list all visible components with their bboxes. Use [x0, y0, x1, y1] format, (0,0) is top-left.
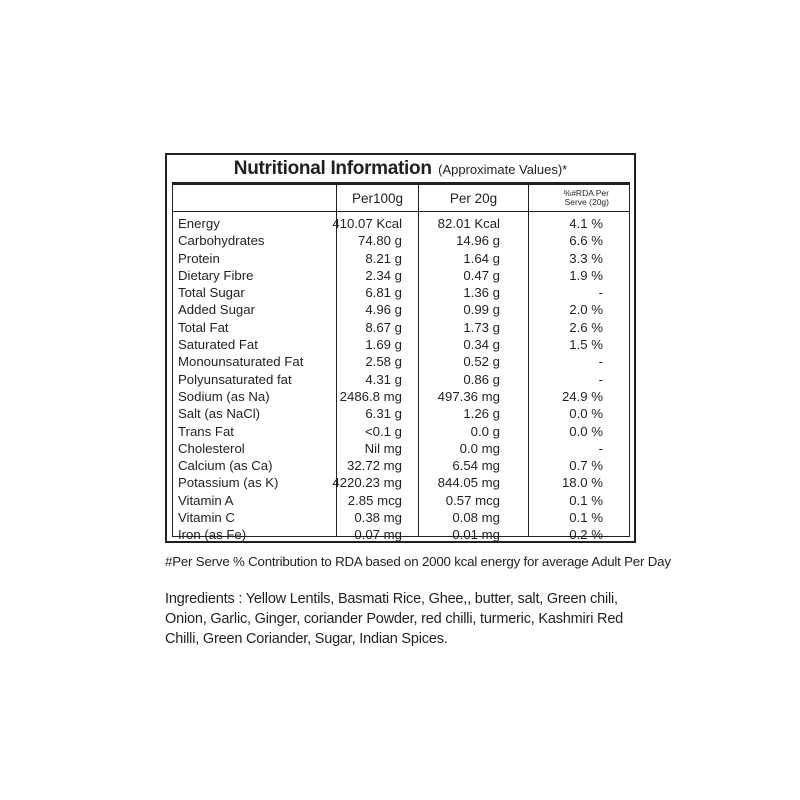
- nutrient-name: Sodium (as Na): [178, 388, 270, 404]
- value-rda: -: [598, 371, 603, 387]
- value-per20g: 82.01 Kcal: [437, 216, 500, 231]
- rda-footnote: #Per Serve % Contribution to RDA based on 2000 kcal energy for average Adult Per Day: [165, 554, 671, 569]
- value-per100g: 0.38 mg: [354, 510, 402, 526]
- value-rda: 1.9 %: [569, 267, 603, 283]
- nutrient-name: Vitamin C: [178, 510, 235, 526]
- value-rda: 2.6 %: [569, 319, 603, 335]
- nutrient-name: Salt (as NaCl): [178, 406, 261, 422]
- header-per100g: Per100g: [351, 190, 404, 206]
- table-row: [173, 284, 629, 301]
- table-row: [173, 509, 629, 526]
- table-row: [173, 336, 629, 353]
- nutrient-name: Added Sugar: [178, 302, 255, 318]
- nutrient-name: Monounsaturated Fat: [178, 354, 304, 370]
- table-row: [173, 388, 629, 405]
- table-row: [173, 371, 629, 388]
- table-row: [173, 492, 629, 509]
- nutrition-panel: [165, 153, 636, 543]
- table-row: [173, 319, 629, 336]
- table-row: [173, 301, 629, 318]
- nutrient-name: Saturated Fat: [178, 337, 258, 353]
- value-per100g: 8.67 g: [365, 319, 402, 335]
- value-per100g: 1.69 g: [365, 337, 402, 353]
- nutrient-name: Cholesterol: [178, 440, 245, 456]
- value-per20g: 14.96 g: [456, 233, 500, 249]
- value-per100g: 2.58 g: [365, 354, 402, 370]
- value-per100g: 4220.23 mg: [332, 475, 402, 491]
- nutrient-rows: [173, 215, 629, 544]
- nutrient-name: Calcium (as Ca): [178, 458, 273, 474]
- title-main: Nutritional Information: [233, 158, 432, 179]
- value-rda: 2.0 %: [569, 302, 603, 318]
- value-per20g: 0.99 g: [463, 302, 500, 318]
- value-per100g: <0.1 g: [364, 423, 402, 439]
- table-row: [173, 526, 629, 543]
- value-rda: 0.1 %: [569, 492, 603, 508]
- value-per100g: 2486.8 mg: [339, 388, 402, 404]
- nutrient-name: Total Fat: [178, 319, 229, 335]
- ingredients-text: Ingredients : Yellow Lentils, Basmati Rice, Ghee,, butter, salt, Green chili, Onion, Garlic, Ginger, coriander Powder, red chilli, turmeric, Kashmiri Red Chilli, Green Coriander, Sugar, Indian Spices.: [165, 591, 624, 647]
- value-per100g: 4.31 g: [365, 371, 402, 387]
- table-row: [173, 440, 629, 457]
- title-sub: (Approximate Values)*: [438, 162, 568, 177]
- nutrient-name: Dietary Fibre: [178, 267, 254, 283]
- value-per100g: 8.21 g: [365, 250, 402, 266]
- value-rda: 0.0 %: [569, 423, 603, 439]
- value-per20g: 1.64 g: [463, 250, 500, 266]
- value-per100g: Nil mg: [364, 440, 402, 456]
- table-row: [173, 232, 629, 249]
- value-per100g: 2.34 g: [365, 267, 402, 283]
- value-per100g: 32.72 mg: [347, 458, 402, 474]
- value-per20g: 0.0 mg: [459, 440, 500, 456]
- nutrition-title: [167, 155, 634, 182]
- table-row: [173, 215, 629, 232]
- value-rda: 4.1 %: [569, 216, 603, 231]
- nutrient-name: Iron (as Fe): [178, 527, 247, 543]
- value-per20g: 0.08 mg: [452, 510, 500, 526]
- value-rda: 0.1 %: [569, 510, 603, 526]
- value-rda: 0.7 %: [569, 458, 603, 474]
- table-row: [173, 423, 629, 440]
- value-per20g: 844.05 mg: [437, 475, 500, 491]
- value-per20g: 1.73 g: [463, 319, 500, 335]
- table-row: [173, 267, 629, 284]
- nutrient-name: Trans Fat: [178, 423, 234, 439]
- table-row: [173, 353, 629, 370]
- value-per100g: 0.07 mg: [354, 527, 402, 543]
- header-rda: [529, 185, 629, 211]
- value-per20g: 497.36 mg: [437, 388, 500, 404]
- value-per20g: 0.86 g: [463, 371, 500, 387]
- header-rda-line2: Serve (20g): [564, 197, 609, 207]
- value-per20g: 0.47 g: [463, 267, 500, 283]
- value-rda: 6.6 %: [569, 233, 603, 249]
- nutrient-name: Potassium (as K): [178, 475, 279, 491]
- value-rda: 0.0 %: [569, 406, 603, 422]
- value-per20g: 0.0 g: [470, 423, 500, 439]
- value-per100g: 6.81 g: [365, 285, 402, 301]
- nutrition-table: [172, 182, 630, 543]
- value-per100g: 6.31 g: [365, 406, 402, 422]
- header-divider: [173, 211, 629, 212]
- value-per20g: 0.01 mg: [452, 527, 500, 543]
- value-per20g: 6.54 mg: [452, 458, 500, 474]
- value-rda: 24.9 %: [561, 388, 603, 404]
- value-rda: 3.3 %: [569, 250, 603, 266]
- value-rda: -: [598, 354, 603, 370]
- value-per20g: 1.36 g: [463, 285, 500, 301]
- nutrient-name: Total Sugar: [178, 285, 245, 301]
- value-rda: 1.5 %: [569, 337, 603, 353]
- nutrient-name: Protein: [178, 250, 220, 266]
- nutrient-name: Energy: [178, 216, 220, 231]
- value-rda: -: [598, 440, 603, 456]
- value-per100g: 410.07 Kcal: [332, 216, 402, 231]
- table-row: [173, 405, 629, 422]
- value-per100g: 4.96 g: [365, 302, 402, 318]
- header-rda-line1: %#RDA Per: [563, 188, 609, 198]
- nutrient-name: Polyunsaturated fat: [178, 371, 292, 387]
- value-rda: 0.2 %: [569, 527, 603, 543]
- table-row: [173, 474, 629, 491]
- table-row: [173, 250, 629, 267]
- value-rda: -: [598, 285, 603, 301]
- value-per20g: 0.34 g: [463, 337, 500, 353]
- value-per20g: 0.57 mcg: [445, 492, 500, 508]
- table-row: [173, 457, 629, 474]
- value-per20g: 1.26 g: [463, 406, 500, 422]
- nutrient-name: Carbohydrates: [178, 233, 265, 249]
- value-rda: 18.0 %: [561, 475, 603, 491]
- value-per100g: 2.85 mcg: [347, 492, 402, 508]
- value-per20g: 0.52 g: [463, 354, 500, 370]
- header-per20g: Per 20g: [449, 190, 498, 206]
- value-per100g: 74.80 g: [358, 233, 402, 249]
- nutrient-name: Vitamin A: [178, 492, 234, 508]
